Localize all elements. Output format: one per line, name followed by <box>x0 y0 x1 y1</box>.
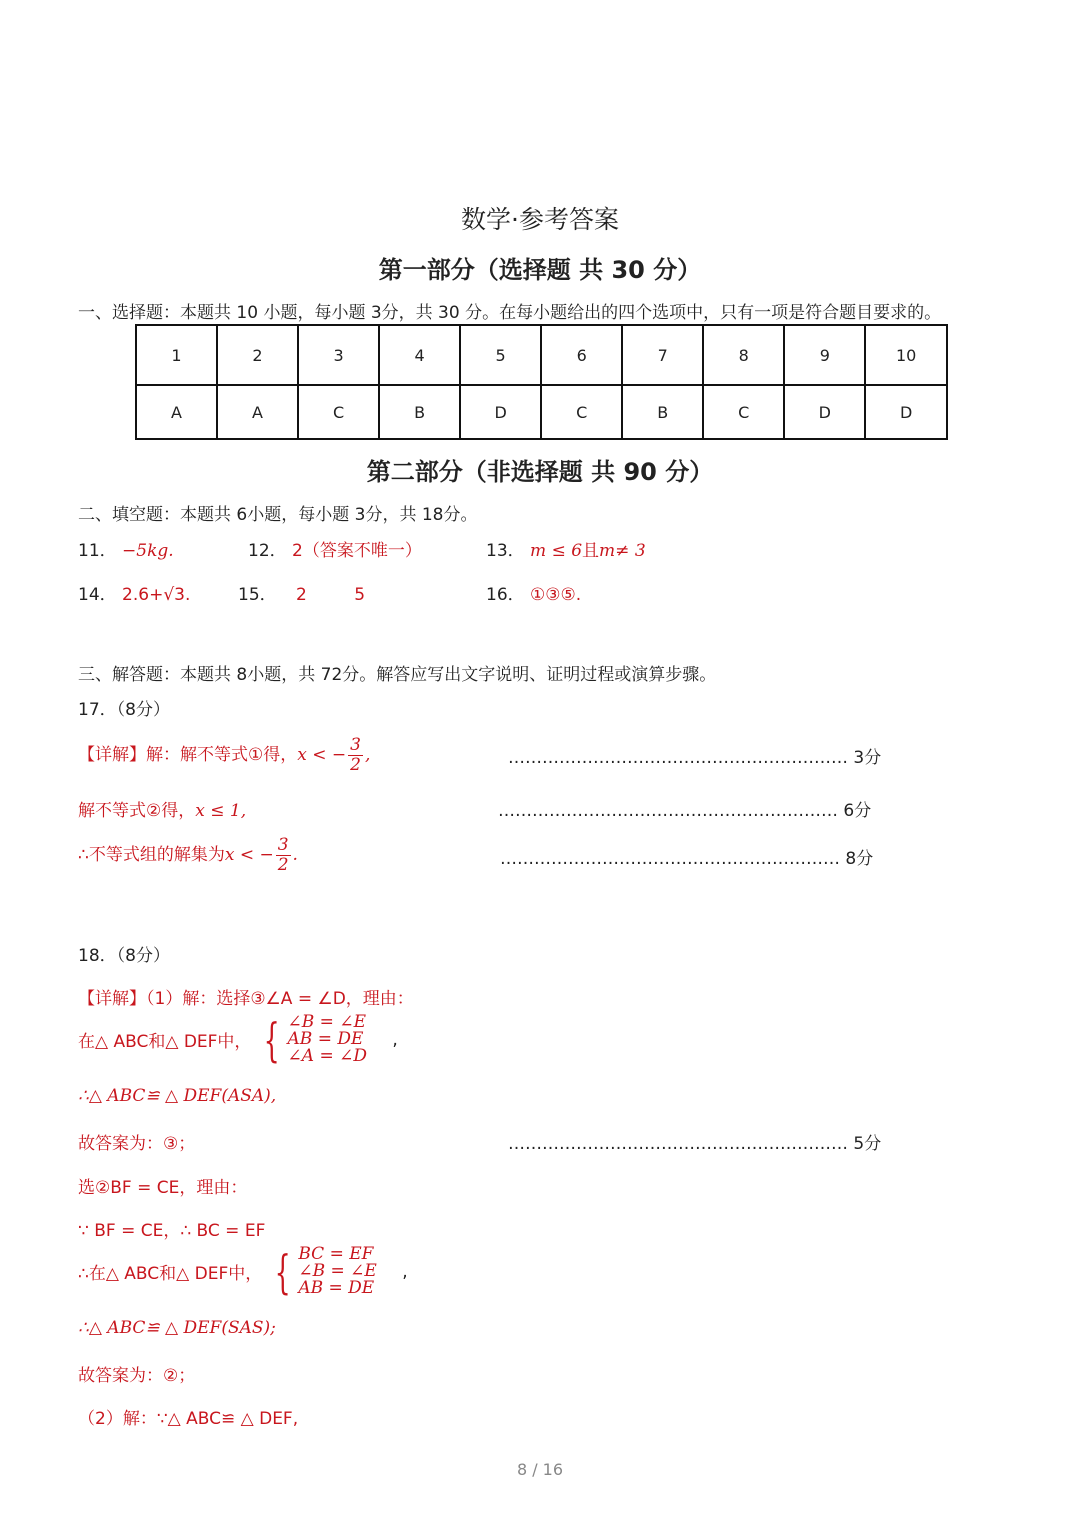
q13-number: 13． <box>486 541 525 561</box>
q17-line2-math: x ≤ 1, <box>195 801 247 821</box>
answer-cell: B <box>622 385 703 439</box>
q17-score-2: …………………………………………………… 6分 <box>498 801 872 821</box>
answer-cell: C <box>298 385 379 439</box>
sec2-intro: 二、填空题：本题共 6小题，每小题 3分，共 18分。 <box>78 505 478 525</box>
q18-line1: 【详解】（1）解：选择③∠A = ∠D，理由： <box>78 989 414 1009</box>
q18-system-1-comma: , <box>392 1029 398 1050</box>
q17-line3-math: x < − <box>224 845 274 865</box>
q14-answer: 2.6+√3. <box>122 585 191 605</box>
q18-line5: 选②BF = CE，理由： <box>78 1178 248 1198</box>
question-number-cell: 4 <box>379 325 460 385</box>
q12-answer: 2（答案不唯一） <box>292 541 422 561</box>
answer-cell: D <box>865 385 947 439</box>
q18-line3: ∴△ ABC≌ △ DEF(ASA), <box>78 1086 277 1106</box>
q18-line6: ∵ BF = CE，∴ BC = EF <box>78 1221 266 1241</box>
q16-answer: ①③⑤. <box>530 585 582 605</box>
question-number-cell: 9 <box>784 325 865 385</box>
q18-score-1: …………………………………………………… 5分 <box>508 1134 882 1154</box>
sec3-intro: 三、解答题：本题共 8小题，共 72分。解答应写出文字说明、证明过程或演算步骤。 <box>78 665 717 685</box>
answer-table-answer-row <box>136 385 947 439</box>
q18-system-2 <box>268 1246 377 1297</box>
answer-cell: C <box>703 385 784 439</box>
q16-number: 16． <box>486 585 525 605</box>
q18-system-2-comma: , <box>402 1261 408 1282</box>
q11-number: 11． <box>78 541 117 561</box>
answer-cell: D <box>784 385 865 439</box>
fill-q16 <box>486 580 581 605</box>
question-number-cell: 8 <box>703 325 784 385</box>
answer-cell: D <box>460 385 541 439</box>
fill-q13 <box>486 536 646 561</box>
part2-title: 第二部分（非选择题 共 90 分） <box>366 458 714 486</box>
q18-system-2-line-1: BC = EF <box>298 1244 374 1264</box>
question-number-cell: 3 <box>298 325 379 385</box>
fill-q12 <box>248 536 422 561</box>
q17-line3 <box>78 830 298 880</box>
doc-title: 数学·参考答案 <box>461 205 619 234</box>
q18-line7-text: ∴在△ ABC和△ DEF中， <box>78 1264 263 1284</box>
q12-number: 12． <box>248 541 287 561</box>
q17-line1-tail: , <box>364 745 371 765</box>
q18-line10: （2）解：∵△ ABC≌ △ DEF, <box>78 1409 299 1429</box>
q13-answer-b: 且 <box>582 541 600 561</box>
q18-system-2-line-2: ∠B = ∠E <box>298 1261 377 1281</box>
q18-system-1-lines <box>288 1014 367 1065</box>
answer-cell: B <box>379 385 460 439</box>
page-number: 8 / 16 <box>516 1460 564 1479</box>
q17-score-3: …………………………………………………… 8分 <box>500 849 874 869</box>
q17-line2 <box>78 796 246 821</box>
q17-line1-label: 【详解】解：解不等式①得， <box>78 745 298 765</box>
q17-line1 <box>78 730 370 780</box>
q18-system-1-line-3: ∠A = ∠D <box>287 1046 367 1066</box>
question-number-cell: 2 <box>217 325 298 385</box>
answer-table <box>135 324 948 440</box>
q14-number: 14． <box>78 585 117 605</box>
fill-q15 <box>238 580 365 605</box>
q18-system-2-lines <box>298 1246 376 1297</box>
q17-fraction-2 <box>276 834 291 875</box>
q17-line2-text: 解不等式②得， <box>78 801 196 821</box>
q17-fraction-2-num: 3 <box>277 834 289 855</box>
answer-table-number-row <box>136 325 947 385</box>
q18-system-1-line-1: ∠B = ∠E <box>287 1012 366 1032</box>
q17-line1-math: x < − <box>297 745 347 765</box>
q11-answer: −5kg. <box>122 541 174 561</box>
q17-line3-tail: . <box>292 845 298 865</box>
question-number-cell: 6 <box>541 325 622 385</box>
q17-fraction-2-den: 2 <box>277 854 289 875</box>
q18-line4: 故答案为：③； <box>78 1134 196 1154</box>
q18-system-1 <box>257 1014 367 1065</box>
q18-line2 <box>78 1014 398 1072</box>
q18-line2-text: 在△ ABC和△ DEF中， <box>78 1032 252 1052</box>
q17-fraction-1-den: 2 <box>350 754 361 775</box>
sec1-intro: 一、选择题：本题共 10 小题，每小题 3分，共 30 分。在每小题给出的四个选项中，只有一项是符合题目要求的。 <box>78 303 942 323</box>
answer-cell: C <box>541 385 622 439</box>
question-number-cell: 1 <box>136 325 217 385</box>
q17-fraction-1 <box>348 734 363 775</box>
q18-line7 <box>78 1246 408 1304</box>
brace-icon: { <box>263 1012 280 1067</box>
q13-answer-c: m≠ 3 <box>599 541 646 561</box>
brace-icon: { <box>274 1244 291 1299</box>
question-number-cell: 5 <box>460 325 541 385</box>
q18-system-2-line-3: AB = DE <box>298 1278 375 1298</box>
q17-line3-text: ∴不等式组的解集为 <box>78 845 225 865</box>
question-number-cell: 7 <box>622 325 703 385</box>
q13-answer-a: m ≤ 6 <box>530 541 583 561</box>
q15-answer-a: 2 <box>296 585 307 605</box>
question-number-cell: 10 <box>865 325 947 385</box>
q17-fraction-1-num: 3 <box>350 734 361 755</box>
q18-head: 18．（8分） <box>78 946 170 966</box>
q18-line8: ∴△ ABC≌ △ DEF(SAS); <box>78 1318 276 1338</box>
fill-q11 <box>78 536 174 561</box>
answer-cell: A <box>217 385 298 439</box>
q15-answer-b: 5 <box>354 585 366 605</box>
q17-score-1: …………………………………………………… 3分 <box>508 748 882 768</box>
fill-q14 <box>78 580 190 605</box>
part1-title: 第一部分（选择题 共 30 分） <box>378 256 702 284</box>
q17-head: 17．（8分） <box>78 700 170 720</box>
q15-number: 15． <box>238 585 277 605</box>
answer-cell: A <box>136 385 217 439</box>
q18-system-1-line-2: AB = DE <box>287 1029 364 1049</box>
q18-line9: 故答案为：②； <box>78 1366 196 1386</box>
